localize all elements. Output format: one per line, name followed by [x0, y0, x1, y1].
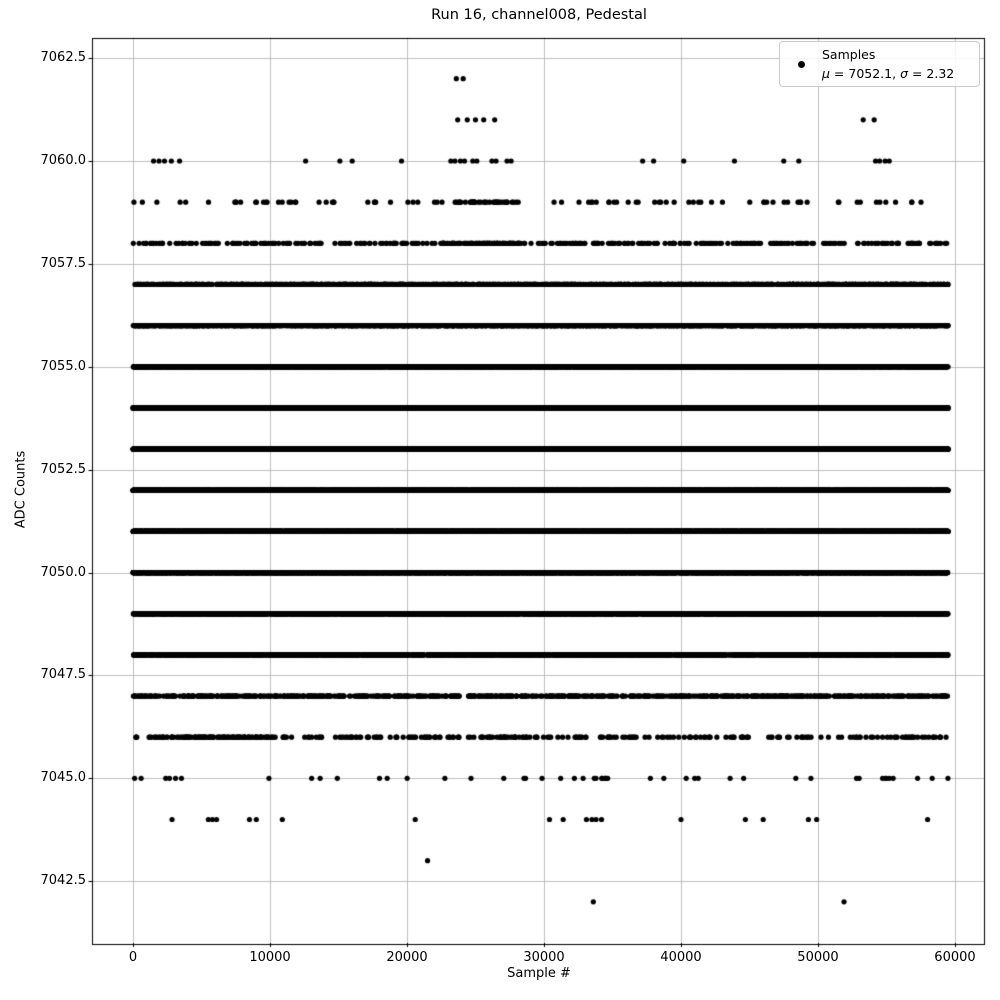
mu-value: = 7052.1, [829, 66, 901, 81]
y-tick-label: 7055.0 [40, 358, 86, 374]
y-tick-label: 7042.5 [40, 873, 86, 889]
x-tick-label: 30000 [523, 950, 565, 965]
y-tick-label: 7060.0 [40, 152, 86, 168]
y-tick-label: 7052.5 [40, 461, 86, 477]
y-tick-label: 7057.5 [40, 255, 86, 271]
x-tick-label: 50000 [797, 950, 839, 965]
legend-text [822, 45, 954, 83]
y-tick-label: 7050.0 [40, 564, 86, 580]
y-tick-label: 7062.5 [40, 50, 86, 66]
legend-stats [822, 64, 954, 83]
x-tick-label: 20000 [386, 950, 428, 965]
y-axis-label: ADC Counts [13, 450, 29, 529]
chart-title: Run 16, channel008, Pedestal [431, 7, 647, 23]
x-tick-label: 10000 [249, 950, 291, 965]
x-tick-label: 40000 [660, 950, 702, 965]
sample-marker-icon [798, 61, 805, 68]
sigma-symbol: σ [900, 66, 908, 81]
legend-marker-col [780, 61, 822, 68]
mu-symbol: μ [822, 66, 830, 81]
y-tick-label: 7047.5 [40, 667, 86, 683]
legend [779, 41, 980, 87]
sigma-value: = 2.32 [908, 66, 955, 81]
y-tick-label: 7045.0 [40, 770, 86, 786]
x-tick-label: 60000 [934, 950, 976, 965]
legend-label: Samples [822, 47, 876, 62]
x-tick-label: 0 [128, 950, 138, 965]
x-axis-label: Sample # [507, 966, 571, 981]
